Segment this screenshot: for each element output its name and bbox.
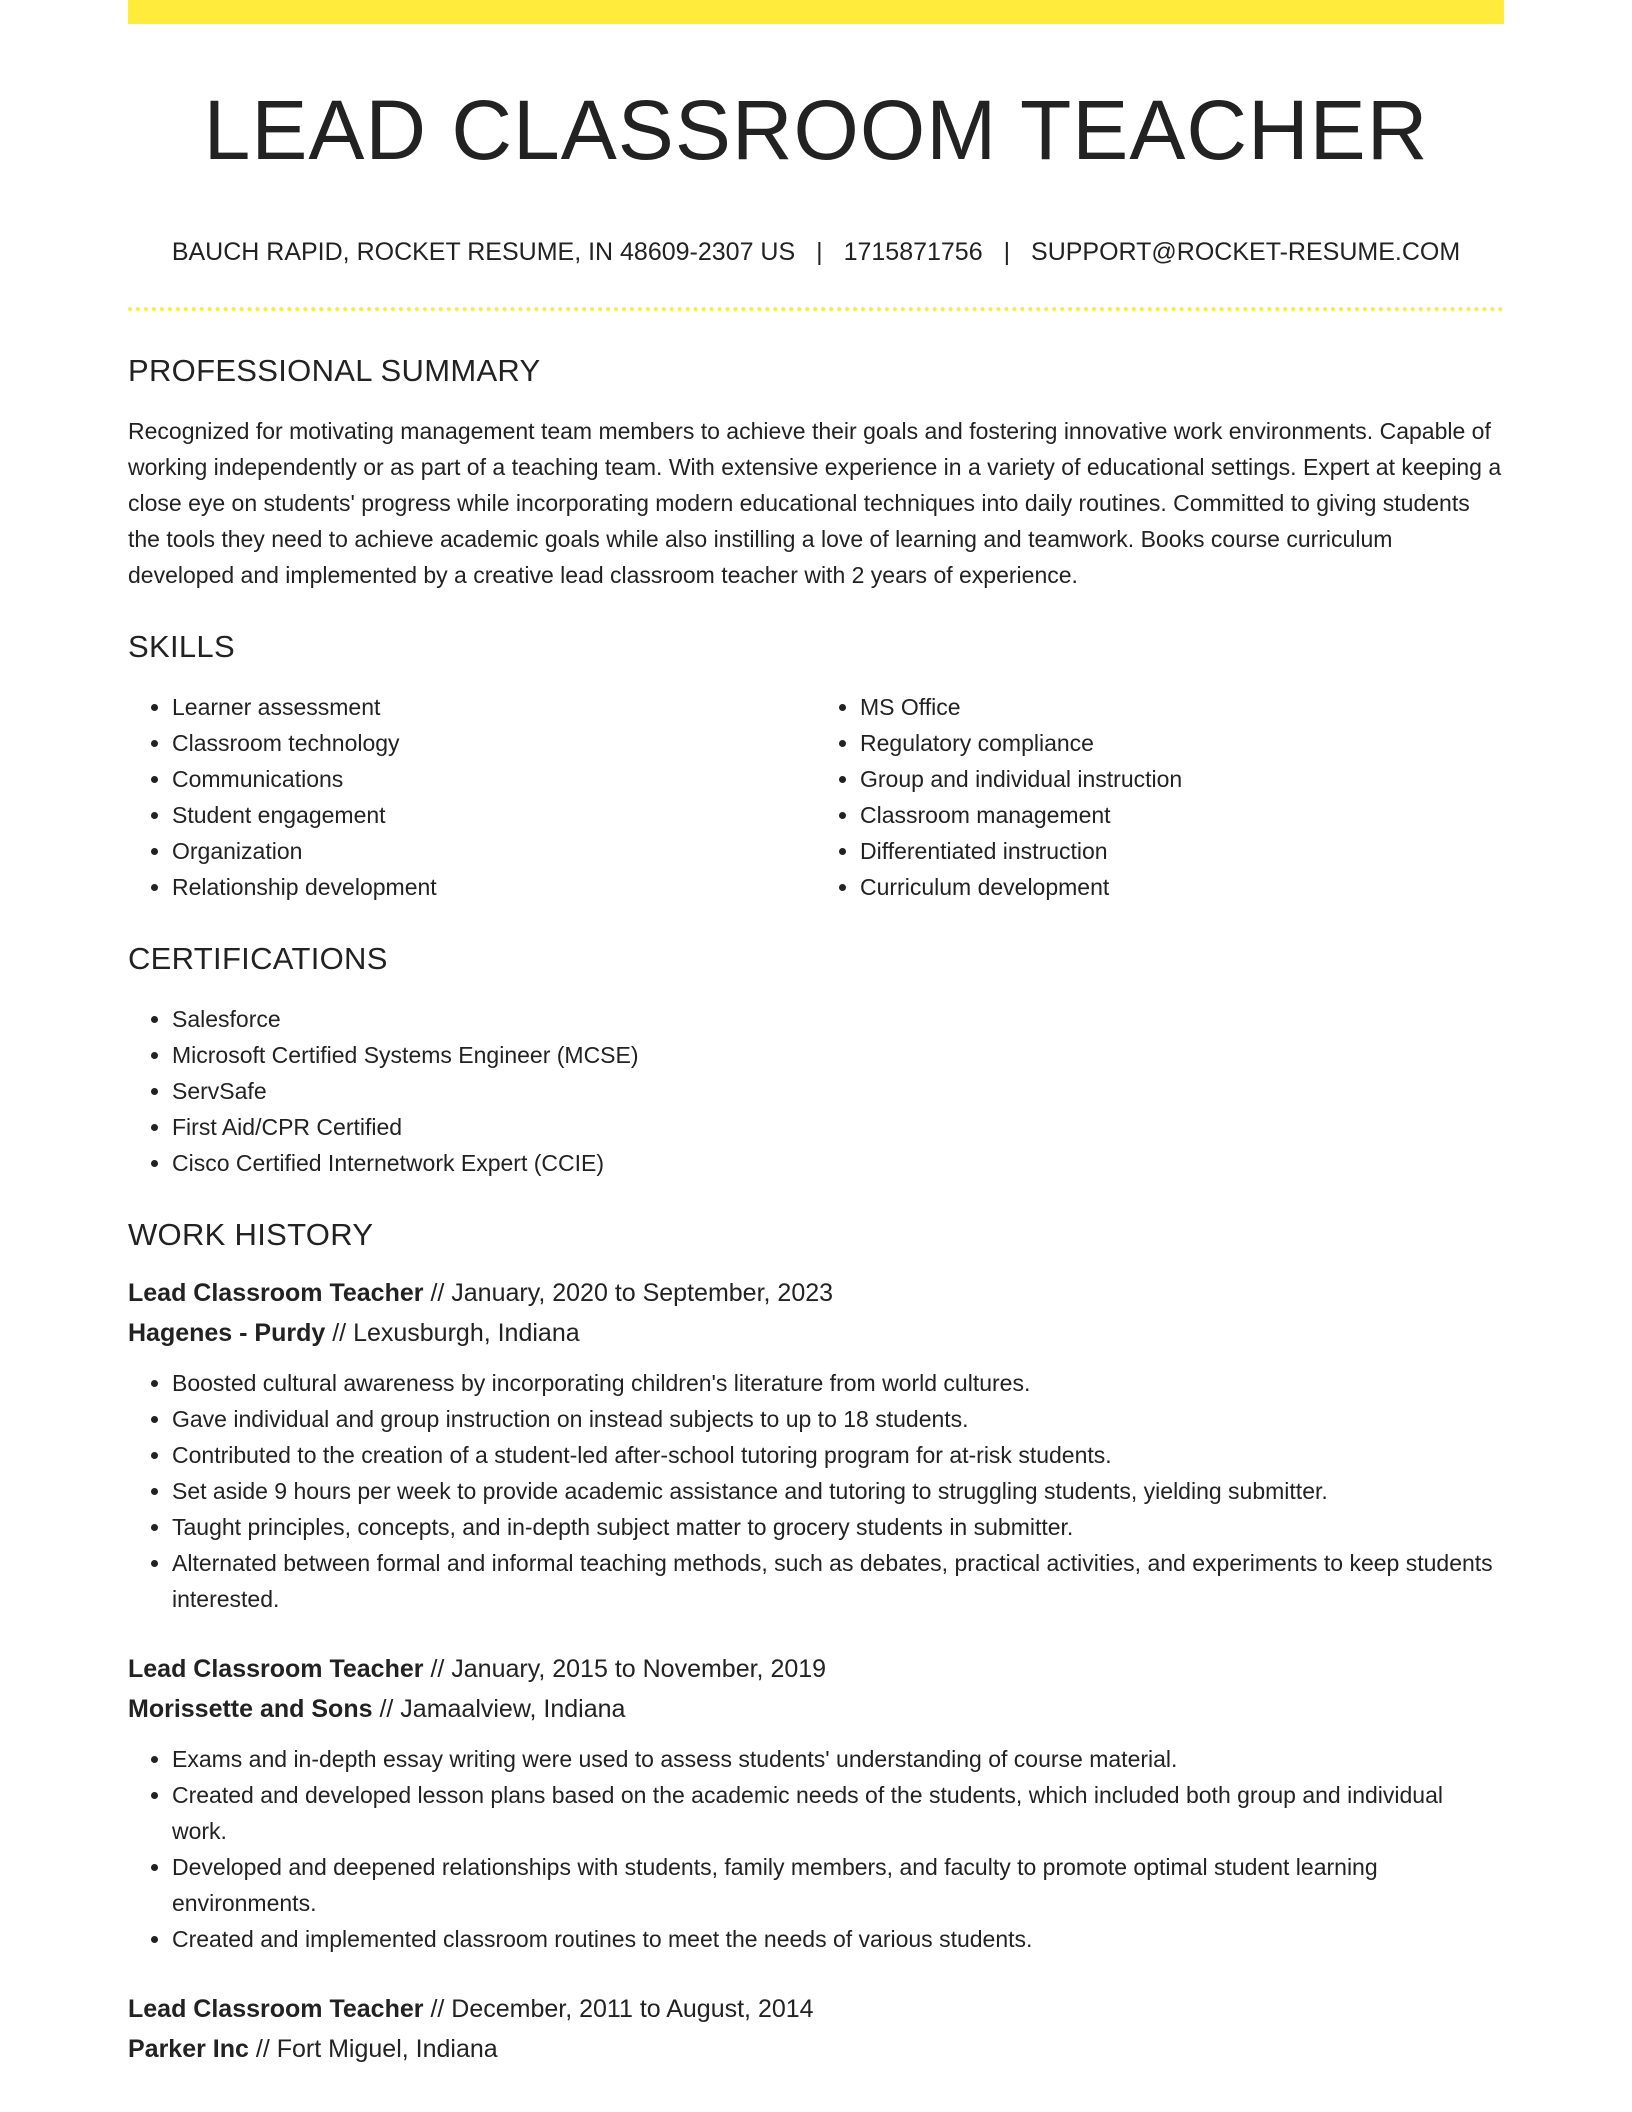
list-item: • Communications	[172, 761, 816, 797]
certifications-heading: CERTIFICATIONS	[128, 941, 388, 976]
contact-separator: |	[1003, 238, 1011, 266]
list-item: • Created and implemented classroom routines to meet the needs of various students.	[172, 1921, 1504, 1957]
list-item: • Curriculum development	[860, 869, 1504, 905]
list-item: • Created and developed lesson plans based on the academic needs of the students, which included both group and individual work.	[172, 1777, 1504, 1849]
skills-columns	[128, 689, 1504, 905]
job-role-line	[128, 1989, 1504, 2029]
list-item: • Contributed to the creation of a student-led after-school tutoring program for at-risk students.	[172, 1437, 1504, 1473]
job-company-line	[128, 1313, 1504, 1353]
job-company-line	[128, 2029, 1504, 2069]
skills-list-right	[816, 689, 1504, 905]
list-item: • Classroom technology	[172, 725, 816, 761]
job-dates: // December, 2011 to August, 2014	[430, 1995, 814, 2023]
list-item: • Regulatory compliance	[860, 725, 1504, 761]
list-item: • ServSafe	[172, 1073, 1504, 1109]
skills-list-left	[128, 689, 816, 905]
job-company: Morissette and Sons	[128, 1695, 373, 1723]
list-item: • First Aid/CPR Certified	[172, 1109, 1504, 1145]
dotted-divider	[128, 307, 1504, 311]
list-item: • Group and individual instruction	[860, 761, 1504, 797]
job-dates: // January, 2015 to November, 2019	[430, 1655, 827, 1683]
contact-line	[128, 238, 1504, 267]
list-item: • Microsoft Certified Systems Engineer (MCSE)	[172, 1037, 1504, 1073]
job-location: // Fort Miguel, Indiana	[255, 2035, 498, 2063]
list-item: • Set aside 9 hours per week to provide academic assistance and tutoring to struggling students, yielding submitter.	[172, 1473, 1504, 1509]
list-item: • Classroom management	[860, 797, 1504, 833]
job-role: Lead Classroom Teacher	[128, 1655, 424, 1683]
job-bullets	[128, 1741, 1504, 1957]
list-item: • Learner assessment	[172, 689, 816, 725]
certifications-list	[128, 1001, 1504, 1181]
list-item: • Cisco Certified Internetwork Expert (CCIE)	[172, 1145, 1504, 1181]
job-role: Lead Classroom Teacher	[128, 1279, 424, 1307]
contact-separator: |	[816, 238, 823, 266]
contact-phone: 1715871756	[843, 238, 983, 266]
contact-email: SUPPORT@ROCKET-RESUME.COM	[1031, 238, 1461, 266]
list-item: • Boosted cultural awareness by incorporating children's literature from world cultures.	[172, 1365, 1504, 1401]
job-company: Hagenes - Purdy	[128, 1319, 326, 1347]
list-item: • MS Office	[860, 689, 1504, 725]
skills-heading: SKILLS	[128, 629, 235, 664]
list-item: • Organization	[172, 833, 816, 869]
job-bullets	[128, 1365, 1504, 1617]
work-history-heading: WORK HISTORY	[128, 1217, 374, 1252]
summary-heading: PROFESSIONAL SUMMARY	[128, 353, 541, 388]
job-role-line	[128, 1649, 1504, 1689]
top-accent-bar	[128, 0, 1504, 24]
list-item: • Alternated between formal and informal teaching methods, such as debates, practical activities, and experiments to keep students interested.	[172, 1545, 1504, 1617]
list-item: • Gave individual and group instruction on instead subjects to up to 18 students.	[172, 1401, 1504, 1437]
list-item: • Student engagement	[172, 797, 816, 833]
job-role-line	[128, 1273, 1504, 1313]
list-item: • Taught principles, concepts, and in-depth subject matter to grocery students in submitter.	[172, 1509, 1504, 1545]
list-item: • Salesforce	[172, 1001, 1504, 1037]
list-item: • Developed and deepened relationships with students, family members, and faculty to promote optimal student learning environments.	[172, 1849, 1504, 1921]
summary-text: Recognized for motivating management team members to achieve their goals and fostering innovative work environments. Capable of working independently or as part of a teaching team. With extensive experience in a variety of educational settings. Expert at keeping a close eye on students' progress while incorporating modern educational techniques into daily routines. Committed to giving students the tools they need to achieve academic goals while also instilling a love of learning and teamwork. Books course curriculum developed and implemented by a creative lead classroom teacher with 2 years of experience.	[128, 418, 1502, 588]
contact-address: BAUCH RAPID, ROCKET RESUME, IN 48609-2307 US	[171, 238, 796, 266]
job-company: Parker Inc	[128, 2035, 249, 2063]
job-role: Lead Classroom Teacher	[128, 1995, 424, 2023]
list-item: • Exams and in-depth essay writing were used to assess students' understanding of course material.	[172, 1741, 1504, 1777]
page-title: LEAD CLASSROOM TEACHER	[203, 83, 1429, 177]
resume-page	[128, 0, 1504, 2069]
job-dates: // January, 2020 to September, 2023	[430, 1279, 834, 1307]
job-location: // Jamaalview, Indiana	[379, 1695, 626, 1723]
list-item: • Differentiated instruction	[860, 833, 1504, 869]
list-item: • Relationship development	[172, 869, 816, 905]
job-location: // Lexusburgh, Indiana	[332, 1319, 580, 1347]
job-company-line	[128, 1689, 1504, 1729]
